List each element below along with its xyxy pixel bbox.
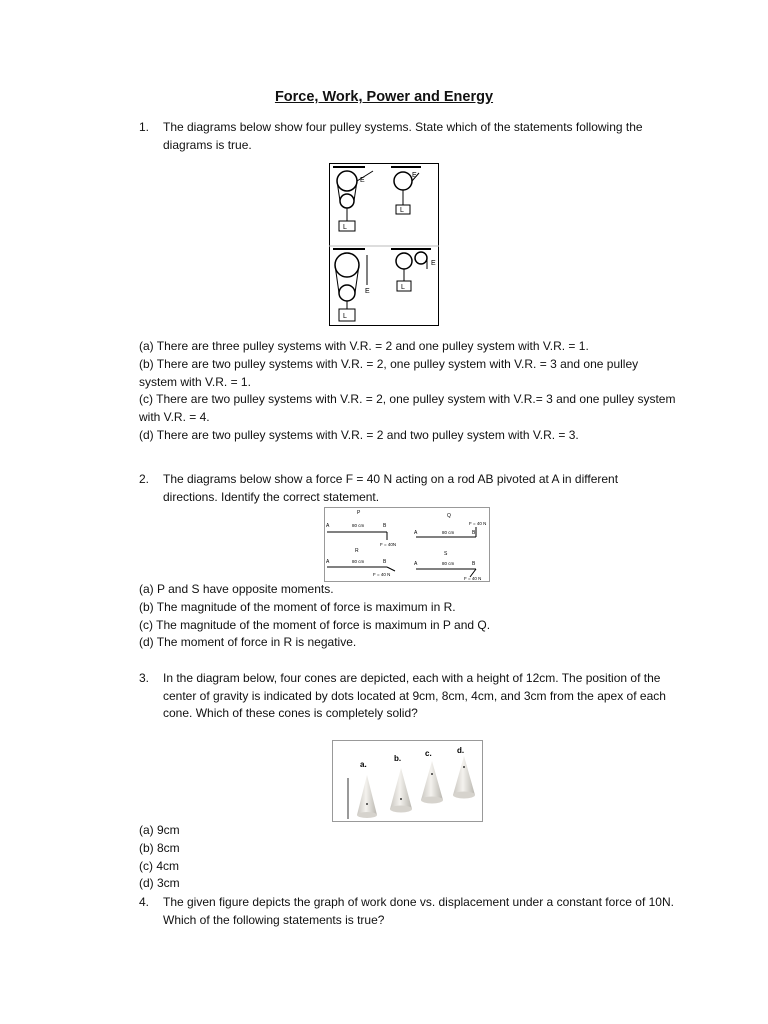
effort-label: E xyxy=(412,172,417,179)
label-r: R xyxy=(355,548,359,554)
label-p: P xyxy=(357,510,361,516)
question-text: The given figure depicts the graph of work done vs. displacement under a constant force of 10N. Which of the following statements is true? xyxy=(163,895,674,927)
option-a[interactable]: (a) P and S have opposite moments. xyxy=(139,582,334,596)
effort-label: E xyxy=(360,177,365,184)
cone-label-a: a. xyxy=(360,760,367,769)
cone-label-b: b. xyxy=(394,754,402,763)
load-label: L xyxy=(343,313,347,320)
option-b[interactable]: (b) There are two pulley systems with V.R. = 2, one pulley system with V.R. = 3 and one pulley system with V.R. = 1. xyxy=(139,356,639,389)
question-number: 4. xyxy=(139,895,150,909)
label-s: S xyxy=(444,551,448,557)
option-c[interactable]: (c) The magnitude of the moment of force is maximum in P and Q. xyxy=(139,617,491,632)
label-a: A xyxy=(414,530,418,536)
document-title: Force, Work, Power and Energy xyxy=(274,89,494,105)
question-text: The diagrams below show a force F = 40 N acting on a rod AB pivoted at A in different directions. Identify the correct statement. xyxy=(163,472,619,504)
effort-label: E xyxy=(365,288,370,295)
question-1 xyxy=(139,119,674,154)
question-1-options xyxy=(139,338,679,445)
option-d[interactable]: (d) 3cm xyxy=(139,876,180,891)
load-label: L xyxy=(343,224,347,231)
question-number: 3. xyxy=(139,671,150,685)
question-2 xyxy=(139,471,674,506)
label-a: A xyxy=(326,559,330,565)
cone-label-d: d. xyxy=(457,746,465,755)
option-b[interactable]: (b) 8cm xyxy=(139,840,180,855)
question-4 xyxy=(139,894,674,929)
rod-moments-figure xyxy=(324,507,490,582)
option-c[interactable]: (c) 4cm xyxy=(139,858,179,873)
force-label-q: F = 40 N xyxy=(469,521,487,526)
label-q: Q xyxy=(447,513,451,519)
cones-figure xyxy=(332,740,483,822)
option-d[interactable]: (d) The moment of force in R is negative. xyxy=(139,635,357,650)
label-b: B xyxy=(383,559,387,565)
force-label-s: F = 40 N xyxy=(464,576,482,581)
option-a[interactable]: (a) 9cm xyxy=(139,823,180,837)
effort-label: E xyxy=(431,260,436,267)
label-b: B xyxy=(383,523,387,529)
cone-label-c: c. xyxy=(425,749,432,758)
label-a: A xyxy=(326,523,330,529)
question-number: 1. xyxy=(139,120,150,134)
force-label-p: F = 40N xyxy=(380,542,397,547)
question-2-options xyxy=(139,581,679,652)
load-label: L xyxy=(401,284,405,291)
length-label: 80 cm xyxy=(442,561,455,566)
question-3-options xyxy=(139,822,679,893)
question-text: In the diagram below, four cones are depicted, each with a height of 12cm. The position of the center of gravity is indicated by dots located at 9cm, 8cm, 4cm, and 3cm from the apex of each cone. Which of these cones is completely solid? xyxy=(163,671,666,721)
question-text: The diagrams below show four pulley systems. State which of the statements following the diagrams is true. xyxy=(163,120,643,152)
length-label: 80 cm xyxy=(352,559,365,564)
pulley-systems-figure xyxy=(329,163,439,326)
option-d[interactable]: (d) There are two pulley systems with V.R. = 2 and two pulley system with V.R. = 3. xyxy=(139,427,579,442)
option-c[interactable]: (c) There are two pulley systems with V.R. = 2, one pulley system with V.R.= 3 and one pulley system with V.R. = 4. xyxy=(139,392,676,425)
question-number: 2. xyxy=(139,472,150,486)
question-3 xyxy=(139,670,674,723)
load-label: L xyxy=(400,207,404,214)
option-b[interactable]: (b) The magnitude of the moment of force is maximum in R. xyxy=(139,599,456,614)
label-b: B xyxy=(472,561,476,567)
length-label: 80 cm xyxy=(352,523,365,528)
option-a[interactable]: (a) There are three pulley systems with V.R. = 2 and one pulley system with V.R. = 1. xyxy=(139,339,589,353)
label-b: B xyxy=(472,530,476,536)
length-label: 80 cm xyxy=(442,530,455,535)
force-label-r: F = 40 N xyxy=(373,572,391,577)
label-a: A xyxy=(414,561,418,567)
